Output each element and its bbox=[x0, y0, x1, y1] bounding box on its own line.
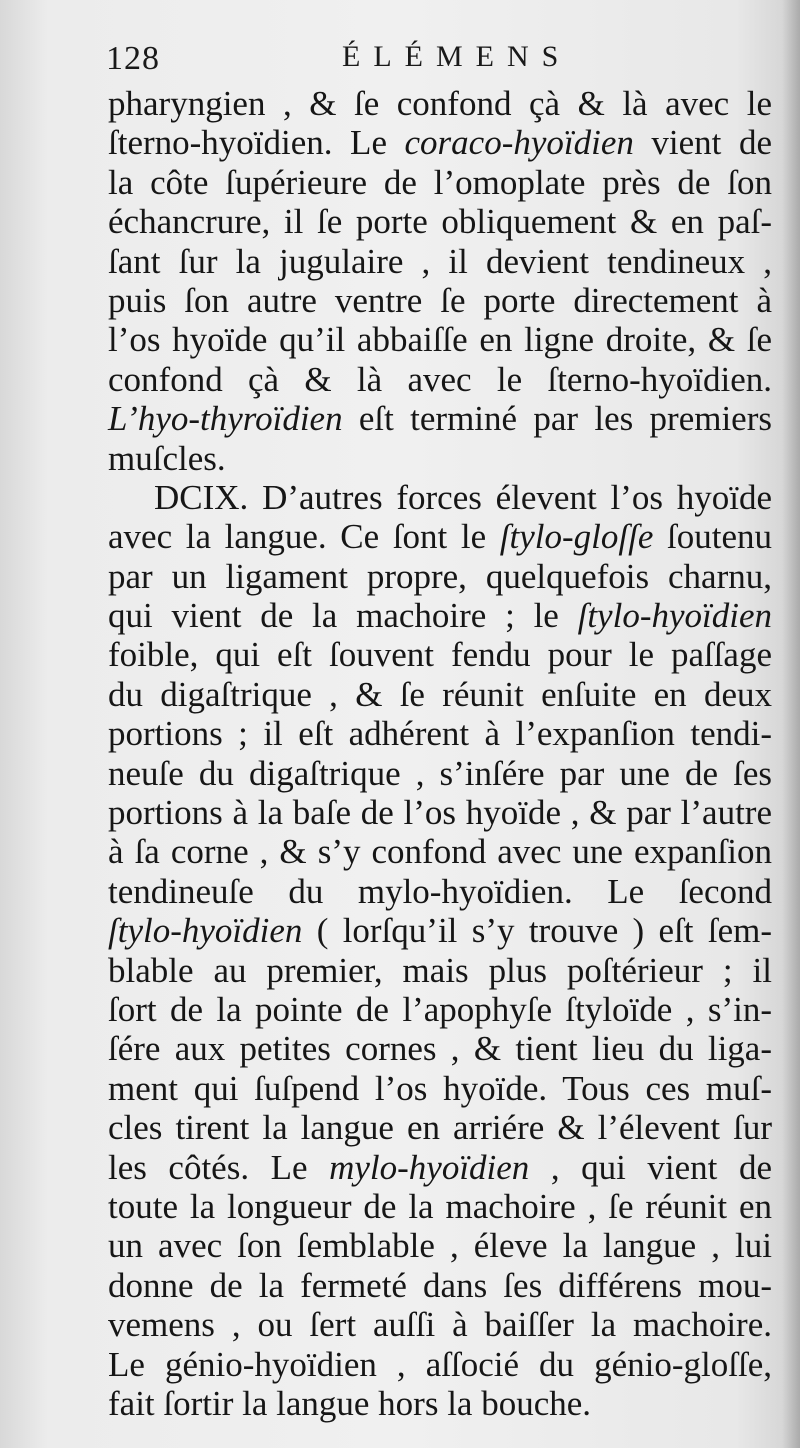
text-line bbox=[108, 951, 772, 990]
text-line bbox=[108, 202, 772, 241]
text-line bbox=[108, 793, 772, 832]
text-line bbox=[108, 123, 772, 162]
italic-term: coraco-hyoïdien bbox=[404, 123, 634, 163]
italic-term: ſtylo-gloſſe bbox=[499, 517, 654, 557]
text-segment: portions ; il eſt adhérent à l’expanſion tendi- bbox=[108, 714, 772, 754]
text-segment: DCIX. D’autres forces élevent l’os hyoïde bbox=[154, 477, 772, 517]
italic-term: ſtylo-hyoïdien bbox=[577, 596, 772, 636]
text-segment: muſcles. bbox=[108, 438, 226, 478]
text-line bbox=[108, 1029, 772, 1068]
text-segment: portions à la baſe de l’os hyoïde , & par l’autre bbox=[108, 793, 772, 833]
page-header bbox=[106, 40, 746, 82]
text-segment: tendineuſe du mylo-hyoïdien. Le ſecond bbox=[108, 871, 772, 911]
text-line bbox=[108, 1187, 772, 1226]
italic-term: mylo-hyoïdien bbox=[329, 1147, 530, 1187]
text-segment: ſére aux petites cornes , & tient lieu du liga- bbox=[108, 1029, 772, 1069]
text-line bbox=[108, 1148, 772, 1187]
text-segment: échancrure, il ſe porte obliquement & en paſ- bbox=[108, 202, 772, 242]
text-segment: Le génio-hyoïdien , aſſocié du génio-gloſſe, bbox=[108, 1344, 772, 1384]
text-segment: , qui vient de bbox=[529, 1147, 772, 1187]
text-segment: foible, qui eſt ſouvent fendu pour le paſſage bbox=[108, 635, 772, 675]
text-segment: la côte ſupérieure de l’omoplate près de ſon bbox=[108, 162, 772, 202]
text-line bbox=[108, 872, 772, 911]
text-segment: ( lorſqu’il s’y trouve ) eſt ſem- bbox=[302, 911, 772, 951]
text-line bbox=[108, 281, 772, 320]
text-line bbox=[108, 439, 772, 478]
text-line bbox=[108, 557, 772, 596]
text-segment: avec la langue. Ce ſont le bbox=[108, 517, 500, 557]
italic-term: ſtylo-hyoïdien bbox=[108, 911, 303, 951]
text-segment: ſterno-hyoïdien. Le bbox=[108, 123, 405, 163]
text-line bbox=[108, 1266, 772, 1305]
text-line bbox=[108, 163, 772, 202]
text-segment: ſant ſur la jugulaire , il devient tendineux , bbox=[108, 241, 772, 281]
text-segment: eſt terminé par les premiers bbox=[342, 399, 772, 439]
running-head: ÉLÉMENS bbox=[342, 40, 572, 73]
text-line bbox=[108, 1384, 772, 1423]
text-line bbox=[108, 360, 772, 399]
text-line bbox=[108, 990, 772, 1029]
text-segment: du digaſtrique , & ſe réunit enſuite en deux bbox=[108, 674, 772, 714]
text-line bbox=[108, 242, 772, 281]
text-line bbox=[108, 1069, 772, 1108]
text-line bbox=[108, 832, 772, 871]
text-segment: l’os hyoïde qu’il abbaiſſe en ligne droite, & ſe bbox=[108, 320, 772, 360]
text-segment: ſort de la pointe de l’apophyſe ſtyloïde , s’in- bbox=[108, 989, 772, 1029]
text-segment: neuſe du digaſtrique , s’inſére par une de ſes bbox=[108, 753, 772, 793]
text-line bbox=[108, 596, 772, 635]
text-line bbox=[108, 1345, 772, 1384]
text-segment: vient de bbox=[633, 123, 772, 163]
text-segment: qui vient de la machoire ; le bbox=[108, 596, 578, 636]
body-text bbox=[108, 84, 772, 1423]
text-line bbox=[108, 1305, 772, 1344]
text-segment: à ſa corne , & s’y confond avec une expanſion bbox=[108, 832, 772, 872]
text-segment: fait ſortir la langue hors la bouche. bbox=[108, 1383, 592, 1423]
text-line bbox=[108, 1108, 772, 1147]
text-line bbox=[108, 635, 772, 674]
text-segment: ment qui ſuſpend l’os hyoïde. Tous ces muſ- bbox=[108, 1068, 772, 1108]
text-segment: ſoutenu bbox=[653, 517, 772, 557]
text-line bbox=[108, 675, 772, 714]
page-number: 128 bbox=[106, 40, 160, 77]
italic-term: L’hyo-thyroïdien bbox=[108, 399, 343, 439]
text-segment: blable au premier, mais plus poſtérieur ; il bbox=[108, 950, 772, 990]
text-line bbox=[108, 754, 772, 793]
text-segment: les côtés. Le bbox=[108, 1147, 330, 1187]
text-line bbox=[108, 714, 772, 753]
text-segment: cles tirent la langue en arriére & l’élevent ſur bbox=[108, 1108, 772, 1148]
text-line bbox=[108, 1226, 772, 1265]
text-line bbox=[108, 399, 772, 438]
text-segment: donne de la fermeté dans ſes différens mou- bbox=[108, 1265, 772, 1305]
text-segment: un avec ſon ſemblable , éleve la langue , lui bbox=[108, 1226, 772, 1266]
text-line bbox=[108, 517, 772, 556]
page-edge-shadow bbox=[782, 0, 800, 1448]
text-segment: par un ligament propre, quelquefois charnu, bbox=[108, 556, 772, 596]
text-line bbox=[108, 320, 772, 359]
text-segment: toute la longueur de la machoire , ſe réunit en bbox=[108, 1186, 772, 1226]
text-line bbox=[108, 84, 772, 123]
text-segment: puis ſon autre ventre ſe porte directement à bbox=[108, 280, 772, 320]
text-segment: confond çà & là avec le ſterno-hyoïdien. bbox=[108, 359, 772, 399]
text-segment: vemens , ou ſert auſſi à baiſſer la machoire. bbox=[108, 1305, 772, 1345]
text-line bbox=[108, 478, 772, 517]
text-line bbox=[108, 911, 772, 950]
text-segment: pharyngien , & ſe confond çà & là avec le bbox=[108, 84, 772, 123]
